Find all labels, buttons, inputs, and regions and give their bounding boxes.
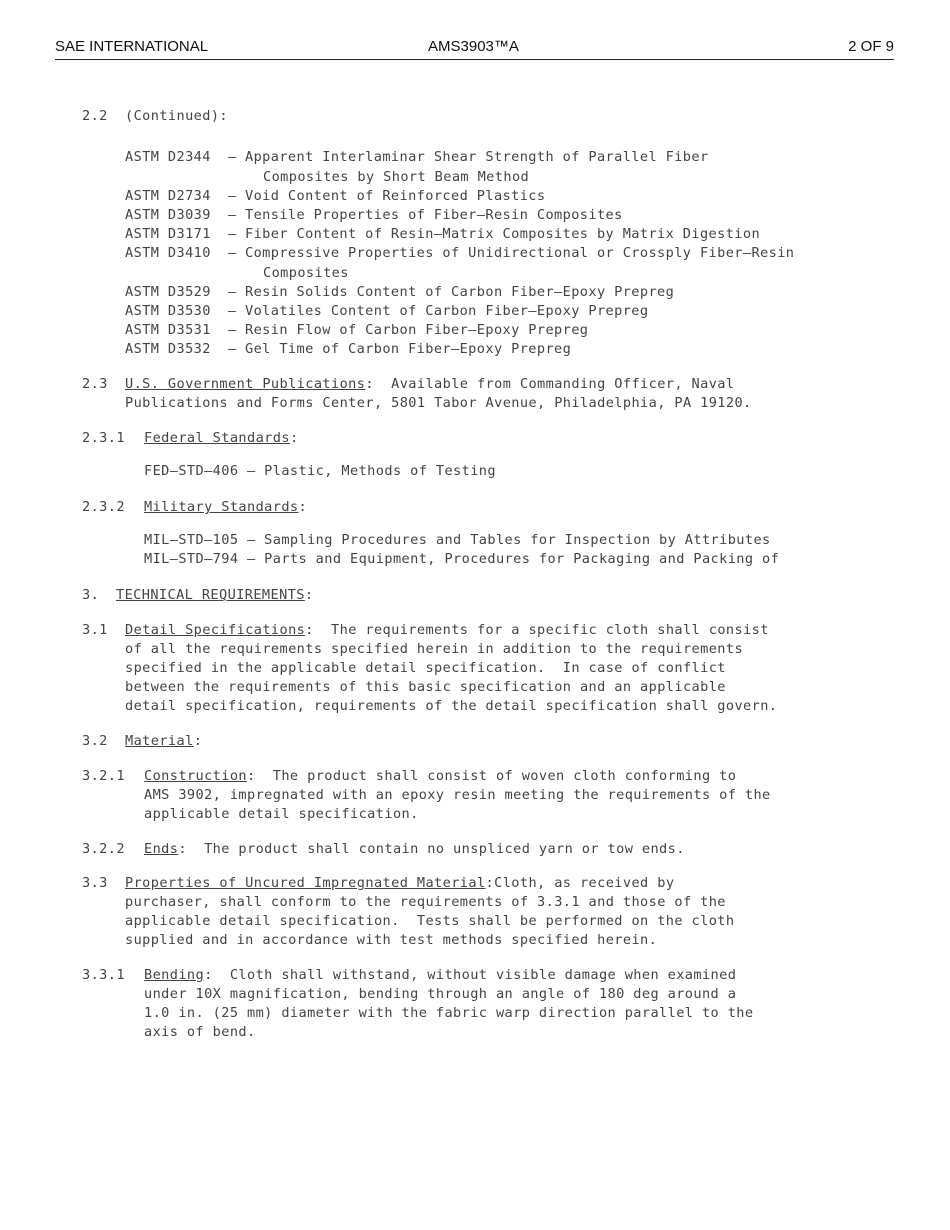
astm-description: Fiber Content of Resin–Matrix Composites by Matrix Digestion bbox=[245, 226, 761, 242]
colon: : bbox=[289, 430, 299, 446]
section-heading-line bbox=[144, 767, 736, 786]
astm-code: ASTM D3530 bbox=[125, 303, 211, 319]
dash: – bbox=[228, 188, 237, 204]
section-heading-line bbox=[144, 966, 736, 985]
header-rule bbox=[55, 59, 894, 60]
section-title: Construction bbox=[144, 768, 248, 784]
section-heading-line bbox=[116, 586, 313, 605]
astm-code: ASTM D3532 bbox=[125, 341, 211, 357]
section-number: 3.2.1 bbox=[82, 768, 125, 784]
astm-description-continued: Composites bbox=[263, 265, 349, 281]
dash: – bbox=[228, 245, 237, 261]
section-text: axis of bend. bbox=[144, 1024, 256, 1040]
section-heading-line bbox=[144, 498, 307, 517]
colon: : bbox=[298, 499, 308, 515]
section-text: applicable detail specification. bbox=[144, 806, 419, 822]
section-number: 3.3.1 bbox=[82, 967, 125, 983]
section-title: Military Standards bbox=[144, 499, 299, 515]
section-text: under 10X magnification, bending through an angle of 180 deg around a bbox=[144, 986, 737, 1002]
section-text: supplied and in accordance with test methods specified herein. bbox=[125, 932, 658, 948]
section-heading-line bbox=[144, 429, 299, 448]
section-title: Detail Specifications bbox=[125, 622, 306, 638]
section-text: : Cloth shall withstand, without visible damage when examined bbox=[204, 967, 737, 983]
standard-item: MIL–STD–794 – Parts and Equipment, Procedures for Packaging and Packing of bbox=[144, 551, 780, 567]
dash: – bbox=[228, 341, 237, 357]
section-title: Federal Standards bbox=[144, 430, 290, 446]
dash: – bbox=[228, 226, 237, 242]
colon: : bbox=[193, 733, 203, 749]
section-title: TECHNICAL REQUIREMENTS bbox=[116, 587, 305, 603]
section-text: : The product shall consist of woven cloth conforming to bbox=[247, 768, 737, 784]
section-heading-line bbox=[125, 732, 202, 751]
section-title: Properties of Uncured Impregnated Material bbox=[125, 875, 486, 891]
section-text: detail specification, requirements of the detail specification shall govern. bbox=[125, 698, 778, 714]
section-text: AMS 3902, impregnated with an epoxy resin meeting the requirements of the bbox=[144, 787, 771, 803]
section-number: 2.2 bbox=[82, 108, 108, 124]
section-heading-line bbox=[125, 874, 674, 893]
astm-description: Void Content of Reinforced Plastics bbox=[245, 188, 546, 204]
section-text: Publications and Forms Center, 5801 Tabor Avenue, Philadelphia, PA 19120. bbox=[125, 395, 752, 411]
astm-code: ASTM D3529 bbox=[125, 284, 211, 300]
section-number: 3.3 bbox=[82, 875, 108, 891]
astm-description: Volatiles Content of Carbon Fiber–Epoxy Prepreg bbox=[245, 303, 649, 319]
section-text: of all the requirements specified herein in addition to the requirements bbox=[125, 641, 744, 657]
section-title: Bending bbox=[144, 967, 205, 983]
standard-item: FED–STD–406 – Plastic, Methods of Testing bbox=[144, 463, 496, 479]
astm-code: ASTM D3410 bbox=[125, 245, 211, 261]
astm-code: ASTM D3039 bbox=[125, 207, 211, 223]
astm-description: Apparent Interlaminar Shear Strength of Parallel Fiber bbox=[245, 149, 709, 165]
section-text: purchaser, shall conform to the requirements of 3.3.1 and those of the bbox=[125, 894, 726, 910]
section-number: 3.1 bbox=[82, 622, 108, 638]
dash: – bbox=[228, 284, 237, 300]
dash: – bbox=[228, 322, 237, 338]
astm-description: Gel Time of Carbon Fiber–Epoxy Prepreg bbox=[245, 341, 572, 357]
section-text: : Available from Commanding Officer, Naval bbox=[365, 376, 735, 392]
section-number: 3.2 bbox=[82, 733, 108, 749]
astm-code: ASTM D2344 bbox=[125, 149, 211, 165]
astm-code: ASTM D3531 bbox=[125, 322, 211, 338]
dash: – bbox=[228, 149, 237, 165]
section-number: 3. bbox=[82, 587, 100, 603]
section-heading-line bbox=[125, 621, 769, 640]
section-heading-line bbox=[125, 375, 734, 394]
astm-description: Resin Flow of Carbon Fiber–Epoxy Prepreg bbox=[245, 322, 589, 338]
section-text: 1.0 in. (25 mm) diameter with the fabric warp direction parallel to the bbox=[144, 1005, 754, 1021]
section-number: 2.3.2 bbox=[82, 499, 125, 515]
section-heading-line bbox=[144, 840, 685, 859]
section-number: 3.2.2 bbox=[82, 841, 125, 857]
section-text: between the requirements of this basic specification and an applicable bbox=[125, 679, 726, 695]
page-number: 2 OF 9 bbox=[848, 38, 894, 55]
astm-description-continued: Composites by Short Beam Method bbox=[263, 169, 530, 185]
dash: – bbox=[228, 303, 237, 319]
section-text: : The product shall contain no unspliced yarn or tow ends. bbox=[178, 841, 685, 857]
publisher-name: SAE INTERNATIONAL bbox=[55, 38, 209, 55]
section-text: : The requirements for a specific cloth shall consist bbox=[305, 622, 769, 638]
section-title: Material bbox=[125, 733, 194, 749]
dash: – bbox=[228, 207, 237, 223]
section-text: applicable detail specification. Tests shall be performed on the cloth bbox=[125, 913, 735, 929]
section-number: 2.3.1 bbox=[82, 430, 125, 446]
document-number: AMS3903™A bbox=[428, 38, 519, 55]
section-title: U.S. Government Publications bbox=[125, 376, 366, 392]
section-text: specified in the applicable detail specification. In case of conflict bbox=[125, 660, 726, 676]
section-text: :Cloth, as received by bbox=[485, 875, 675, 891]
section-title: Ends bbox=[144, 841, 179, 857]
standard-item: MIL–STD–105 – Sampling Procedures and Tables for Inspection by Attributes bbox=[144, 532, 771, 548]
astm-description: Compressive Properties of Unidirectional or Crossply Fiber–Resin bbox=[245, 245, 795, 261]
astm-description: Resin Solids Content of Carbon Fiber–Epoxy Prepreg bbox=[245, 284, 675, 300]
colon: : bbox=[304, 587, 314, 603]
section-number: 2.3 bbox=[82, 376, 108, 392]
section-title: (Continued): bbox=[125, 108, 229, 124]
astm-code: ASTM D2734 bbox=[125, 188, 211, 204]
astm-description: Tensile Properties of Fiber–Resin Composites bbox=[245, 207, 623, 223]
astm-code: ASTM D3171 bbox=[125, 226, 211, 242]
